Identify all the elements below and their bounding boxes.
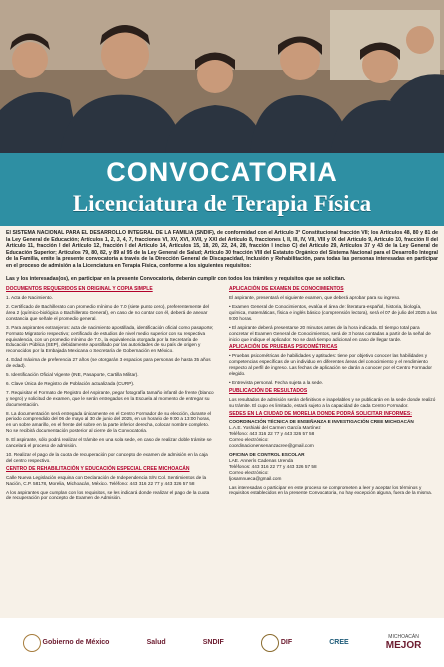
michoacan-logo: MICHOACÁN MEJOR: [385, 634, 422, 651]
lead-paragraph: Las y los interesadas(os), en participar en la presente Convocatoria, deberán cumplir con todos los trámites y requisitos que se solicitan.: [6, 275, 346, 282]
page-title: CONVOCATORIA: [106, 157, 338, 187]
list-item: 8. La documentación será entregada únicamente en el Centro Formador de su elección, durante el periodo comprendido del 06 de mayo al 30 de junio del 2025, en un horario de 9:00 a 13:00 horas, en un sobre amarillo, en el frente del sobre en la parte inferior derecha, colocar nombre completo. No se recibirá documentación posterior al cierre de la Convocatoria.: [6, 410, 212, 434]
paragraph: • El aspirante deberá presentarse 20 minutos antes de la hora indicada. El tiempo total para concretar el Examen General de Conocimientos, será de 3 horas contadas a partir de la señal de inicio que indique el aplicador. No se dará tiempo adicional en caso de llegar tarde.: [229, 324, 431, 342]
list-item: 2. Certificado de Bachillerato con promedio mínimo de 7.0 (siete punto cero), preferentemente del área 2 (químico-biológica o Bachillerato General), en caso de no contar con él, deberá de anexar constancia que señale el promedio general.: [6, 303, 209, 321]
contact-line: L.A.E. Yoshiaki del Carmen García Martínez: [229, 425, 321, 431]
section-heading: PUBLICACIÓN DE RESULTADOS: [229, 387, 308, 394]
dif-icon: [261, 634, 279, 652]
contact-title: COORDINACIÓN TÉCNICA DE ENSEÑANZA E INVESTIGACIÓN CREE MICHOACÁN: [229, 419, 414, 425]
salud-logo: Salud: [146, 639, 166, 646]
list-item: 1. Acta de Nacimiento.: [6, 295, 53, 301]
seal-icon: [23, 634, 41, 652]
contact-email[interactable]: coordinacionensenanzacree@gmail.com: [229, 443, 314, 449]
section-heading: DOCUMENTOS REQUERIDOS EN ORIGINAL Y COPIA SIMPLE: [6, 286, 153, 293]
dif-logo: DIF: [261, 634, 292, 652]
hero-photo: [0, 0, 444, 153]
list-item: 7. Requisitar el Formato de Registro del Aspirante, pegar fotografía tamaño infantil de frente (blanco y negro) y solicitud de examen, que le serán entregados en la Escuela al momento de entregar su documentación.: [6, 389, 214, 407]
sndif-logo: SNDIF: [202, 639, 224, 646]
cree-logo: CREE: [329, 639, 349, 646]
document-body: [6, 230, 438, 504]
section-heading: APLICACIÓN DE EXAMEN DE CONOCIMIENTOS: [229, 286, 344, 293]
contact-line: Teléfono: 443 316 22 77 y 443 326 57 58: [229, 431, 315, 437]
left-column: [6, 284, 215, 504]
closing-note: Las interesadas o participar en este proceso se comprometen a leer y aceptar los términos y requisitos establecidos en la presente Convocatoria, no hay excepción alguna, fuera de la misma.: [229, 484, 432, 496]
center-address: Calle Nueva Legislación esquina con Declaración de Independencia S/N Col. Sentimientos de la Nación, C.P. 58178, Morelia, Michoacán, México. Teléfono: 443 316 22 77 y 443 326 57 58: [6, 474, 207, 486]
paragraph: • Entrevista personal. Fecha sujeta a la sede.: [229, 379, 324, 385]
section-heading: APLICACIÓN DE PRUEBAS PSICOMÉTRICAS: [229, 344, 338, 351]
title-banner: [0, 153, 444, 226]
contact-email[interactable]: ljosamnueca@gmail.com: [229, 475, 282, 481]
paragraph: Los resultados de admisión serán definitivos e inapelables y se publicarán en la sede donde realizó su trámite. El cupo es limitado, estará sujeto a la capacidad de cada Centro Formador.: [229, 396, 436, 408]
paragraph: • Pruebas psicométricas de habilidades y aptitudes: tiene por objetivo conocer las habilidades y competencias específicas de un individuo en diferentes áreas del conocimiento y el rendimiento respecto al perfil de ingreso. Las fechas de aplicación se darán a conocer por el Centro Formador elegido.: [229, 353, 432, 377]
paragraph: • Examen General de Conocimientos, evalúa el área de: literatura-español, historia, biología, química, matemáticas, física e inglés básico (comprensión lectora), será el 07 de julio del 2025 a las 9:00 horas.: [229, 303, 437, 321]
section-heading: SEDES EN LA CIUDAD DE MORELIA DONDE PODRÁ SOLICITAR INFORMES:: [229, 410, 412, 417]
contact-title: OFICINA DE CONTROL ESCOLAR: [229, 452, 305, 457]
list-item: 9. El aspirante, sólo podrá realizar el trámite en una sola sede, en caso de realizar doble trámite se cancelará el proceso de admisión.: [6, 437, 212, 449]
list-item: 5. Identificación Oficial Vigente (INE, Pasaporte, Cartilla Militar).: [6, 372, 139, 378]
paragraph: El aspirante, presentará el siguiente examen, que deberá aprobar para su ingreso.: [229, 295, 401, 301]
footer-logos: [0, 618, 444, 667]
contact-line: Correo electrónico:: [229, 469, 269, 475]
list-item: 3. Para aspirantes extranjeros: acta de nacimiento apostillada, identificación oficial como pasaporte; Formato Migratorio respectivo; certificado de estudios de nivel medio superior con su respectiva equivalencia, con un promedio mínimo de 7.0., la equivalencia otorgada por la Secretaría de Educación Pública (SEP), debidamente apostillado por las autoridades de su país de origen y reconocidos por la Embajada Mexicana o Secretaría de Gobernación en México.: [6, 324, 214, 354]
intro-paragraph: El SISTEMA NACIONAL PARA EL DESARROLLO INTEGRAL DE LA FAMILIA (SNDIF), de conformidad con el Artículo 3° Constitucional fracción VII; los Artículos 48, 80 y 81 de la Ley General de Educación; Artículos 1, 2, 3, 4, 7, fracciones VI, XV, XVI, XVII, y XXI del Artículo 8, fracciones I, II, III, IV, VII, VIII y IX del Artículo 9, Artículo 10, fracción II del Artículo 11, fracción I del Artículo 12, fracción I del Artículo 14, Artículos 15, 18, 20, 22, 24, 28, fracción I inciso C) del Artículo 29, Artículos 37 y 43 de la Ley General de Educación Superior; Artículos 79, 80, 82, y 89 al 95 de la Ley General de Salud; Artículo 30 fracción VIII del Estatuto Orgánico del Sistema Nacional para el Desarrollo Integral de la Familia, emite la presente convocatoria a través de la Dirección General de Discapacidad, Inclusión y Rehabilitación, para todas las personas interesadas en participar en el proceso de admisión a la Licenciatura en Terapia Física, conforme a los siguientes requisitos:: [6, 230, 438, 269]
contact-line: Correo electrónico:: [229, 437, 269, 443]
page-subtitle: Licenciatura de Terapia Física: [72, 191, 372, 216]
list-item: 4. Edad máxima de preferencia 27 años (se otorgarán 3 espacios para personas de hasta 35 años de edad).: [6, 357, 211, 369]
list-item: 10. Realizar el pago de la cuota de recuperación por concepto de examen de admisión en la caja del centro respectivo.: [6, 452, 208, 463]
right-column: [229, 284, 438, 504]
contact-line: Teléfonos: 443 316 22 77 y 443 326 57 58: [229, 463, 317, 469]
list-item: 6. Clave Única de Registro de Población actualizada (CURP).: [6, 380, 135, 386]
gobierno-mexico-logo: Gobierno de México: [23, 634, 110, 652]
section-heading: CENTRO DE REHABILITACIÓN Y EDUCACIÓN ESPECIAL CREE MICHOACÁN: [6, 465, 190, 472]
contact-line: LAE. Annerís Cadenas Urenda: [229, 457, 294, 463]
closing-note: A los aspirantes que cumplan con los requisitos, se les indicará donde realizar el pago de la cuota de recuperación por concepto de Examen de Admisión.: [6, 489, 210, 501]
students-photo: [0, 0, 444, 153]
